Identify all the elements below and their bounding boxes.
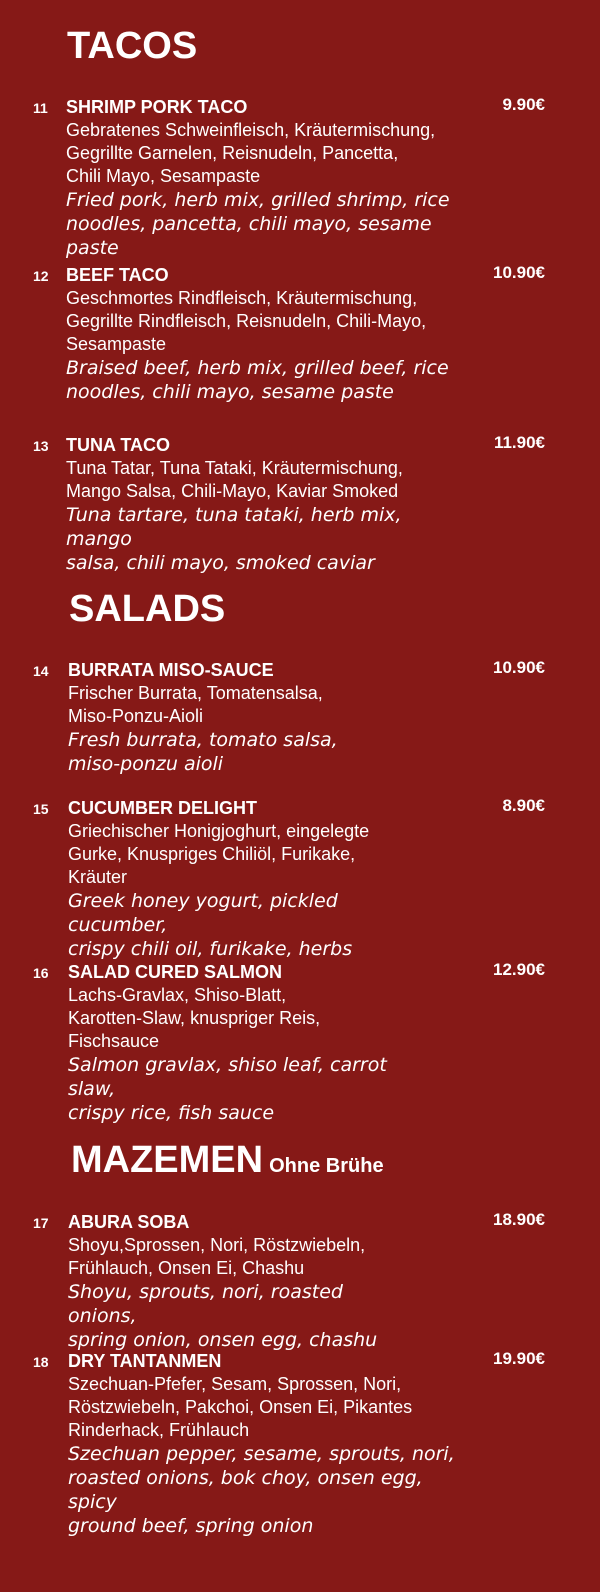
item-name: SALAD CURED SALMON [68,962,282,982]
item-desc-de-line: Gegrillte Rindfleisch, Reisnudeln, Chili-Mayo, [66,311,427,331]
section-subtitle-mazemen: Ohne Brühe [269,1155,384,1177]
item-name: CUCUMBER DELIGHT [68,798,257,818]
item-desc-en-line: ground beef, spring onion [68,1515,314,1537]
item-desc-de-line: Frischer Burrata, Tomatensalsa, [68,683,323,703]
item-price: 10.90€ [493,658,545,677]
item-number: 16 [33,965,49,981]
item-desc-en-line: spring onion, onsen egg, chashu [68,1329,378,1351]
item-desc-en-line: Greek honey yogurt, pickled [68,890,338,912]
item-body [68,960,488,1125]
item-desc-de-line: Tuna Tatar, Tuna Tataki, Kräutermischung, [66,458,403,478]
item-desc-en-line: paste [66,237,119,259]
item-number: 14 [33,663,49,679]
item-name: BURRATA MISO-SAUCE [68,660,274,680]
item-body [66,433,486,575]
item-number: 12 [33,268,49,284]
item-price: 8.90€ [502,796,545,815]
item-desc-de-line: Shoyu,Sprossen, Nori, Röstzwiebeln, [68,1235,366,1255]
section-title-mazemen-label: MAZEMEN [71,1139,264,1181]
item-desc-en-line: crispy rice, fish sauce [68,1102,275,1124]
item-price: 9.90€ [502,95,545,114]
item-desc-de-line: Chili Mayo, Sesampaste [66,166,261,186]
item-number: 15 [33,801,49,817]
item-desc-en-line: Fresh burrata, tomato salsa, [68,729,338,751]
item-desc-de-line: Griechischer Honigjoghurt, eingelegte [68,821,370,841]
item-name: DRY TANTANMEN [68,1351,222,1371]
item-body [68,796,488,961]
section-title-salads: SALADS [69,588,226,630]
item-desc-de-line: Szechuan-Pfefer, Sesam, Sprossen, Nori, [68,1374,402,1394]
item-desc-de-line: Lachs-Gravlax, Shiso-Blatt, [68,985,287,1005]
item-desc-de-line: Karotten-Slaw, knuspriger Reis, [68,1008,321,1028]
item-body [68,658,488,776]
item-desc-en-line: Tuna tartare, tuna tataki, herb mix, [66,504,402,526]
item-desc-en-line: Szechuan pepper, sesame, sprouts, nori, [68,1443,455,1465]
item-desc-de-line: Gurke, Knuspriges Chiliöl, Furikake, [68,844,356,864]
item-desc-en-line: spicy [68,1491,117,1513]
item-number: 11 [33,100,48,116]
item-number: 13 [33,438,49,454]
item-desc-en-line: noodles, chili mayo, sesame paste [66,381,394,403]
item-desc-en-line: noodles, pancetta, chili mayo, sesame [66,213,432,235]
item-desc-de-line: Fischsauce [68,1031,160,1051]
item-body [66,95,486,260]
item-desc-en-line: roasted onions, bok choy, onsen egg, [68,1467,423,1489]
item-desc-de-line: Rinderhack, Frühlauch [68,1420,250,1440]
item-name: SHRIMP PORK TACO [66,97,248,117]
item-desc-en-line: Fried pork, herb mix, grilled shrimp, rice [66,189,450,211]
item-body [68,1210,488,1352]
item-price: 19.90€ [493,1349,545,1368]
item-desc-de-line: Frühlauch, Onsen Ei, Chashu [68,1258,305,1278]
item-name: TUNA TACO [66,435,170,455]
item-desc-en-line: mango [66,528,132,550]
item-number: 18 [33,1354,49,1370]
item-price: 10.90€ [493,263,545,282]
item-number: 17 [33,1215,49,1231]
item-desc-en-line: slaw, [68,1078,116,1100]
item-desc-en-line: Shoyu, sprouts, nori, roasted [68,1281,343,1303]
item-price: 18.90€ [493,1210,545,1229]
item-desc-en-line: salsa, chili mayo, smoked caviar [66,552,375,574]
item-desc-de-line: Gebratenes Schweinfleisch, Kräutermischung, [66,120,436,140]
item-desc-en-line: onions, [68,1305,137,1327]
item-desc-en-line: cucumber, [68,914,168,936]
item-desc-en-line: Braised beef, herb mix, grilled beef, rice [66,357,449,379]
item-price: 11.90€ [493,433,545,452]
item-desc-de-line: Röstzwiebeln, Pakchoi, Onsen Ei, Pikantes [68,1397,413,1417]
item-desc-en-line: Salmon gravlax, shiso leaf, carrot [68,1054,387,1076]
item-body [66,263,486,404]
item-desc-en-line: miso-ponzu aioli [68,753,224,775]
item-desc-de-line: Gegrillte Garnelen, Reisnudeln, Pancetta, [66,143,399,163]
item-desc-en-line: crispy chili oil, furikake, herbs [68,938,353,960]
item-price: 12.90€ [493,960,545,979]
item-desc-de-line: Geschmortes Rindfleisch, Kräutermischung, [66,288,418,308]
item-desc-de-line: Kräuter [68,867,128,887]
item-body [68,1349,488,1538]
item-desc-de-line: Miso-Ponzu-Aioli [68,706,204,726]
item-desc-de-line: Mango Salsa, Chili-Mayo, Kaviar Smoked [66,481,399,501]
item-desc-de-line: Sesampaste [66,334,167,354]
section-title-mazemen [71,1138,384,1188]
section-title-tacos: TACOS [67,25,198,67]
item-name: ABURA SOBA [68,1212,190,1232]
item-name: BEEF TACO [66,265,169,285]
